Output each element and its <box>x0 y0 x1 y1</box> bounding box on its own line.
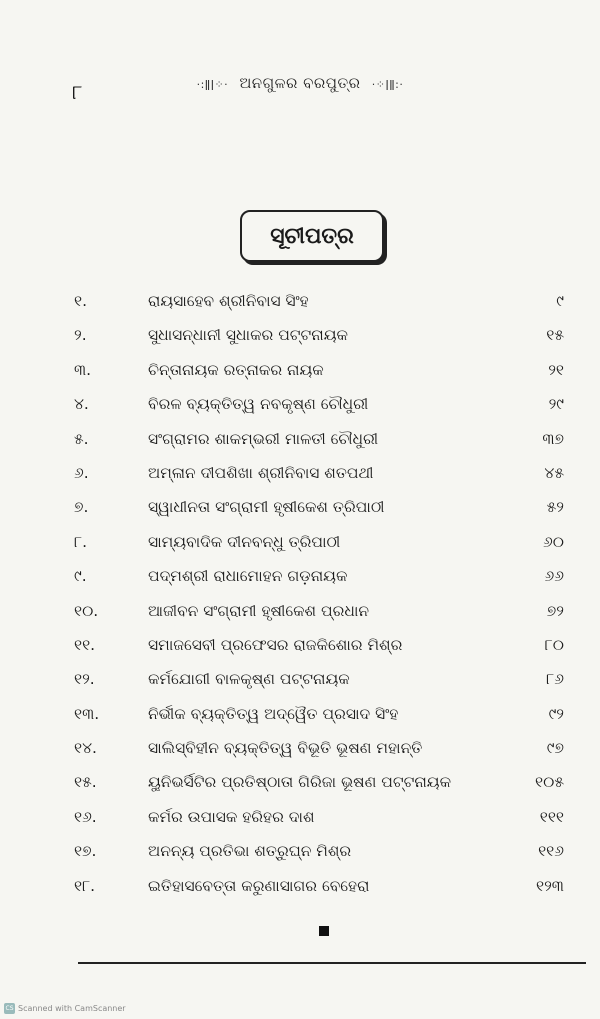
toc-page: ୬୬ <box>544 567 564 586</box>
scanner-watermark <box>4 1003 126 1014</box>
toc-title: ଅମ୍ଳାନ ଦୀପଶିଖା ଶ୍ରୀନିବାସ ଶତପଥୀ <box>148 463 374 482</box>
toc-number: ୧. <box>74 292 88 310</box>
toc-title: ସାଲିସ୍‌ବିହୀନ ବ୍ୟକ୍ତିତ୍ୱ ବିଭୂତି ଭୂଷଣ ମହାନ୍ତି <box>148 739 423 758</box>
toc-row <box>0 355 600 389</box>
running-header <box>0 74 600 92</box>
toc-title: ଅନନ୍ୟ ପ୍ରତିଭା ଶତ୍ରୁଘ୍ନ ମିଶ୍ର <box>148 842 352 861</box>
toc-title: ନିର୍ଭୀକ ବ୍ୟକ୍ତିତ୍ୱ ଅଦ୍ୱୈତ ପ୍ରସାଦ ସିଂହ <box>148 704 399 723</box>
toc-row <box>0 389 600 423</box>
toc-number: ୬. <box>74 463 89 482</box>
toc-page: ୬୦ <box>543 532 564 551</box>
toc-row <box>0 424 600 458</box>
toc-page: ୧୦୫ <box>535 773 564 792</box>
toc-page: ୭୨ <box>546 601 564 620</box>
toc-number: ୧୩. <box>74 704 100 723</box>
toc-page: ୧୧୬ <box>538 842 564 861</box>
toc-title: ସଂଗ୍ରାମର ଶାକମ୍ଭରୀ ମାଳତୀ ଚୌଧୁରୀ <box>148 429 379 448</box>
toc-row <box>0 630 600 664</box>
toc-title: କର୍ମଯୋଗୀ ବାଳକୃଷ୍ଣ ପଟ୍ଟନାୟକ <box>148 670 350 689</box>
toc-number: ୧୭. <box>74 842 97 861</box>
toc-row <box>0 802 600 836</box>
toc-page: ୪୫ <box>544 463 564 482</box>
toc-page: ୨୧ <box>548 360 564 379</box>
toc-number: ୧୧. <box>74 635 96 654</box>
bottom-divider <box>78 962 586 964</box>
toc-page: ୯୨ <box>548 704 564 723</box>
running-title: ଅନଗୁଳର ବରପୁତ୍ର <box>239 74 361 92</box>
toc-number: ୧୦. <box>74 601 99 620</box>
toc-page: ୨୯ <box>548 395 564 414</box>
ornament-right-icon: ·⁘ǀǁ:· <box>371 78 404 91</box>
toc-title: ସାମ୍ୟବାଦିକ ଦୀନବନ୍ଧୁ ତ୍ରିପାଠୀ <box>148 532 341 551</box>
toc-title: ଇତିହାସବେତ୍ତା କରୁଣାସାଗର ବେହେରା <box>148 876 370 895</box>
toc-number: ୧୫. <box>74 773 97 792</box>
end-square-icon <box>319 926 329 936</box>
toc-row <box>0 320 600 354</box>
toc-page: ୯ <box>556 292 564 310</box>
toc-row <box>0 733 600 767</box>
toc-title: ୟୁନିଭର୍ସିଟିର ପ୍ରତିଷ୍ଠାତା ଗିରିଜା ଭୂଷଣ ପଟ୍ଟନାୟକ <box>148 773 452 792</box>
toc-page: ୧୨୩ <box>536 876 564 895</box>
toc-row <box>0 527 600 561</box>
toc-title: ସ୍ୱାଧୀନତା ସଂଗ୍ରାମୀ ହୃଷୀକେଶ ତ୍ରିପାଠୀ <box>148 498 385 517</box>
toc-title: ଚିନ୍ତାନାୟକ ରତ୍ନାକର ନାୟକ <box>148 360 324 379</box>
toc-row <box>0 596 600 630</box>
toc-page: ୧୫ <box>546 326 564 345</box>
toc-number: ୧୬. <box>74 807 97 826</box>
toc-row <box>0 664 600 698</box>
toc-title: କର୍ମର ଉପାସକ ହରିହର ଦାଶ <box>148 807 315 826</box>
toc-row <box>0 458 600 492</box>
toc-number: ୫. <box>74 429 89 448</box>
toc-row <box>0 871 600 905</box>
toc-heading: ସୂଚୀପତ୍ର <box>240 210 384 262</box>
toc-number: ୭. <box>74 498 89 517</box>
toc-page: ୯୭ <box>546 739 564 758</box>
toc-title: ପଦ୍ମଶ୍ରୀ ରାଧାମୋହନ ଗଡ଼ନାୟକ <box>148 567 348 586</box>
toc-row <box>0 699 600 733</box>
toc-row <box>0 767 600 801</box>
toc-page: ୫୨ <box>546 498 564 517</box>
toc-title: ରାୟସାହେବ ଶ୍ରୀନିବାସ ସିଂହ <box>148 292 309 310</box>
toc-row <box>0 492 600 526</box>
toc-row <box>0 836 600 870</box>
ornament-left-icon: ·:ǁǀ⁘· <box>196 78 229 91</box>
toc-title: ସମାଜସେବୀ ପ୍ରଫେସର ରାଜକିଶୋର ମିଶ୍ର <box>148 635 403 654</box>
toc-row <box>0 286 600 320</box>
toc-page: ୧୧୧ <box>539 807 564 826</box>
toc-number: ୪. <box>74 395 89 414</box>
toc-title: ବିରଳ ବ୍ୟକ୍ତିତ୍ୱ ନବକୃଷ୍ଣ ଚୌଧୁରୀ <box>148 395 369 414</box>
toc-page: ୮୬ <box>546 670 564 689</box>
page-number: ୮ <box>72 80 83 104</box>
toc-number: ୧୪. <box>74 739 97 758</box>
toc-row <box>0 561 600 595</box>
table-of-contents <box>0 286 600 905</box>
toc-number: ୧୮. <box>74 876 96 895</box>
camscanner-logo-icon: CS <box>5 1005 14 1012</box>
toc-page: ୩୭ <box>542 429 564 448</box>
toc-number: ୯. <box>74 567 87 586</box>
toc-title: ଆଜୀବନ ସଂଗ୍ରାମୀ ହୃଷୀକେଶ ପ୍ରଧାନ <box>148 601 370 620</box>
toc-page: ୮୦ <box>544 635 564 654</box>
toc-title: ସୁଧାସନ୍ଧାନୀ ସୁଧାକର ପଟ୍ଟନାୟକ <box>148 326 348 345</box>
toc-number: ୮. <box>74 532 88 551</box>
toc-number: ୧୨. <box>74 670 95 689</box>
toc-number: ୨. <box>74 326 87 345</box>
toc-number: ୩. <box>74 360 92 379</box>
scanner-text: Scanned with CamScanner <box>18 1004 126 1013</box>
